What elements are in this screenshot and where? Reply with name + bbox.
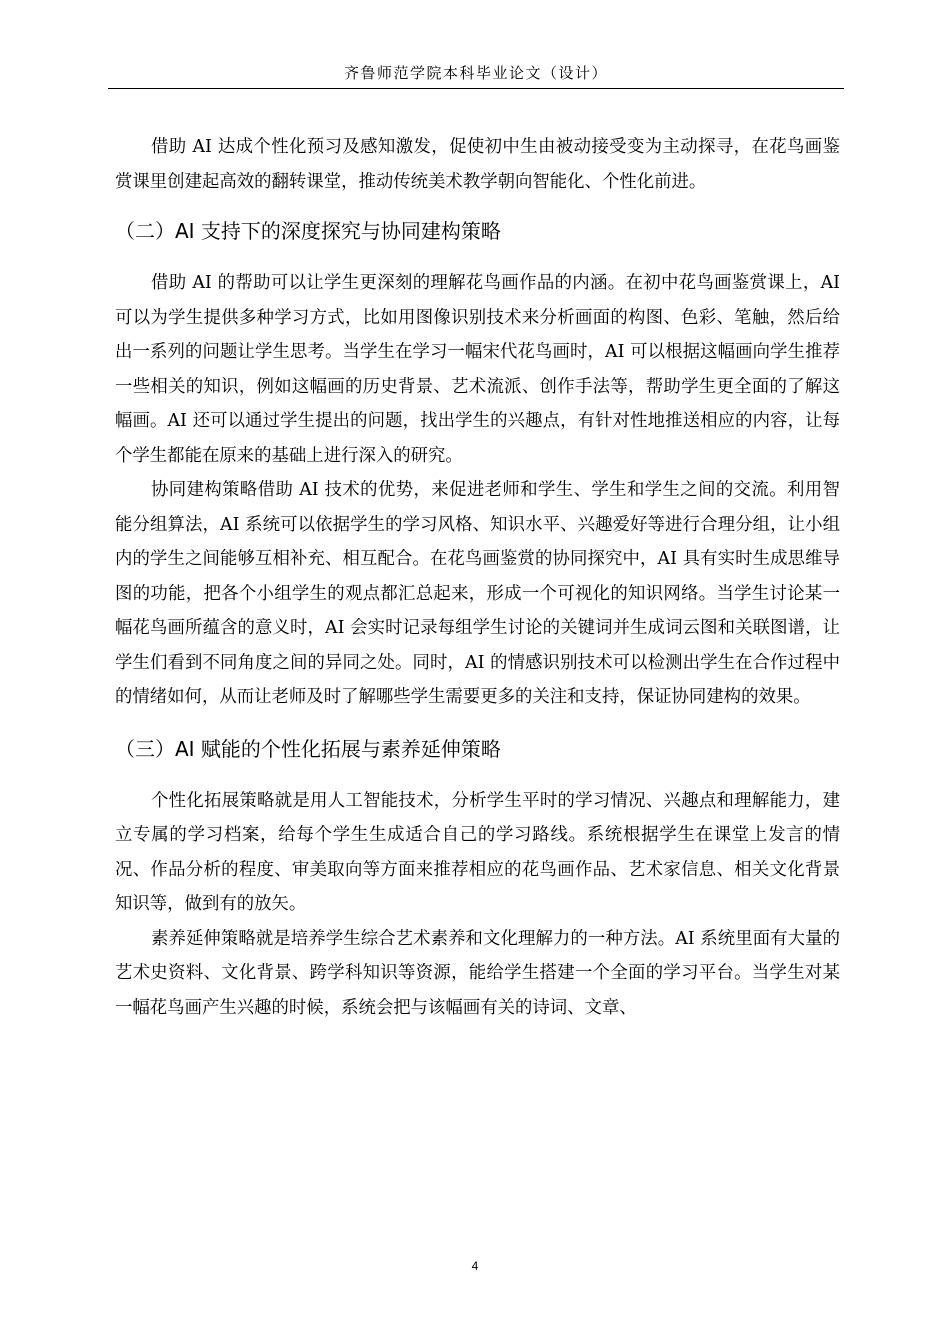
section-heading-extension: （三）AI 赋能的个性化拓展与素养延伸策略 xyxy=(115,736,501,761)
document-body xyxy=(115,130,840,1025)
section-heading-inquiry: （二）AI 支持下的深度探究与协同建构策略 xyxy=(115,219,501,243)
running-header: 齐鲁师范学院本科毕业论文（设计） xyxy=(343,64,608,82)
paragraph-literacy-extension: 素养延伸策略就是培养学生综合艺术素养和文化理解力的一种方法。AI 系统里面有大量的艺术史资料、文化背景、跨学科知识等资源，能给学生搭建一个全面的学习平台。当学生对某一幅花鸟画产生兴趣的时候，系统会把与该幅画有关的诗词、文章、 xyxy=(115,928,840,1018)
paragraph-preview-summary: 借助 AI 达成个性化预习及感知激发，促使初中生由被动接受变为主动探寻，在花鸟画鉴赏课里创建起高效的翻转课堂，推动传统美术教学朝向智能化、个性化前进。 xyxy=(115,137,840,192)
paragraph-collaborative-construction: 协同建构策略借助 AI 技术的优势，来促进老师和学生、学生和学生之间的交流。利用智能分组算法，AI 系统可以依据学生的学习风格、知识水平、兴趣爱好等进行合理分组，让小组内的学生之间能够互相补充、相互配合。在花鸟画鉴赏的协同探究中，AI 具有实时生成思维导图的功能，把各个小组学生的观点都汇总起来，形成一个可视化的知识网络。当学生讨论某一幅花鸟画所蕴含的意义时，AI 会实时记录每组学生讨论的关键词并生成词云图和关联图谱，让学生们看到不同角度之间的异同之处。同时，AI 的情感识别技术可以检测出学生在合作过程中的情绪如何，从而让老师及时了解哪些学生需要更多的关注和支持，保证协同建构的效果。 xyxy=(115,480,840,707)
header-divider xyxy=(108,88,844,89)
paragraph-personalized-extension: 个性化拓展策略就是用人工智能技术，分析学生平时的学习情况、兴趣点和理解能力，建立专属的学习档案，给每个学生生成适合自己的学习路线。系统根据学生在课堂上发言的情况、作品分析的程度、审美取向等方面来推荐相应的花鸟画作品、艺术家信息、相关文化背景知识等，做到有的放矢。 xyxy=(115,790,840,914)
paragraph-deep-inquiry: 借助 AI 的帮助可以让学生更深刻的理解花鸟画作品的内涵。在初中花鸟画鉴赏课上，AI 可以为学生提供多种学习方式，比如用图像识别技术来分析画面的构图、色彩、笔触，然后给出一系列的问题让学生思考。当学生在学习一幅宋代花鸟画时，AI 可以根据这幅画向学生推荐一些相关的知识，例如这幅画的历史背景、艺术流派、创作手法等，帮助学生更全面的了解这幅画。AI 还可以通过学生提出的问题，找出学生的兴趣点，有针对性地推送相应的内容，让每个学生都能在原来的基础上进行深入的研究。 xyxy=(115,273,840,466)
page-number: 4 xyxy=(471,1259,479,1273)
